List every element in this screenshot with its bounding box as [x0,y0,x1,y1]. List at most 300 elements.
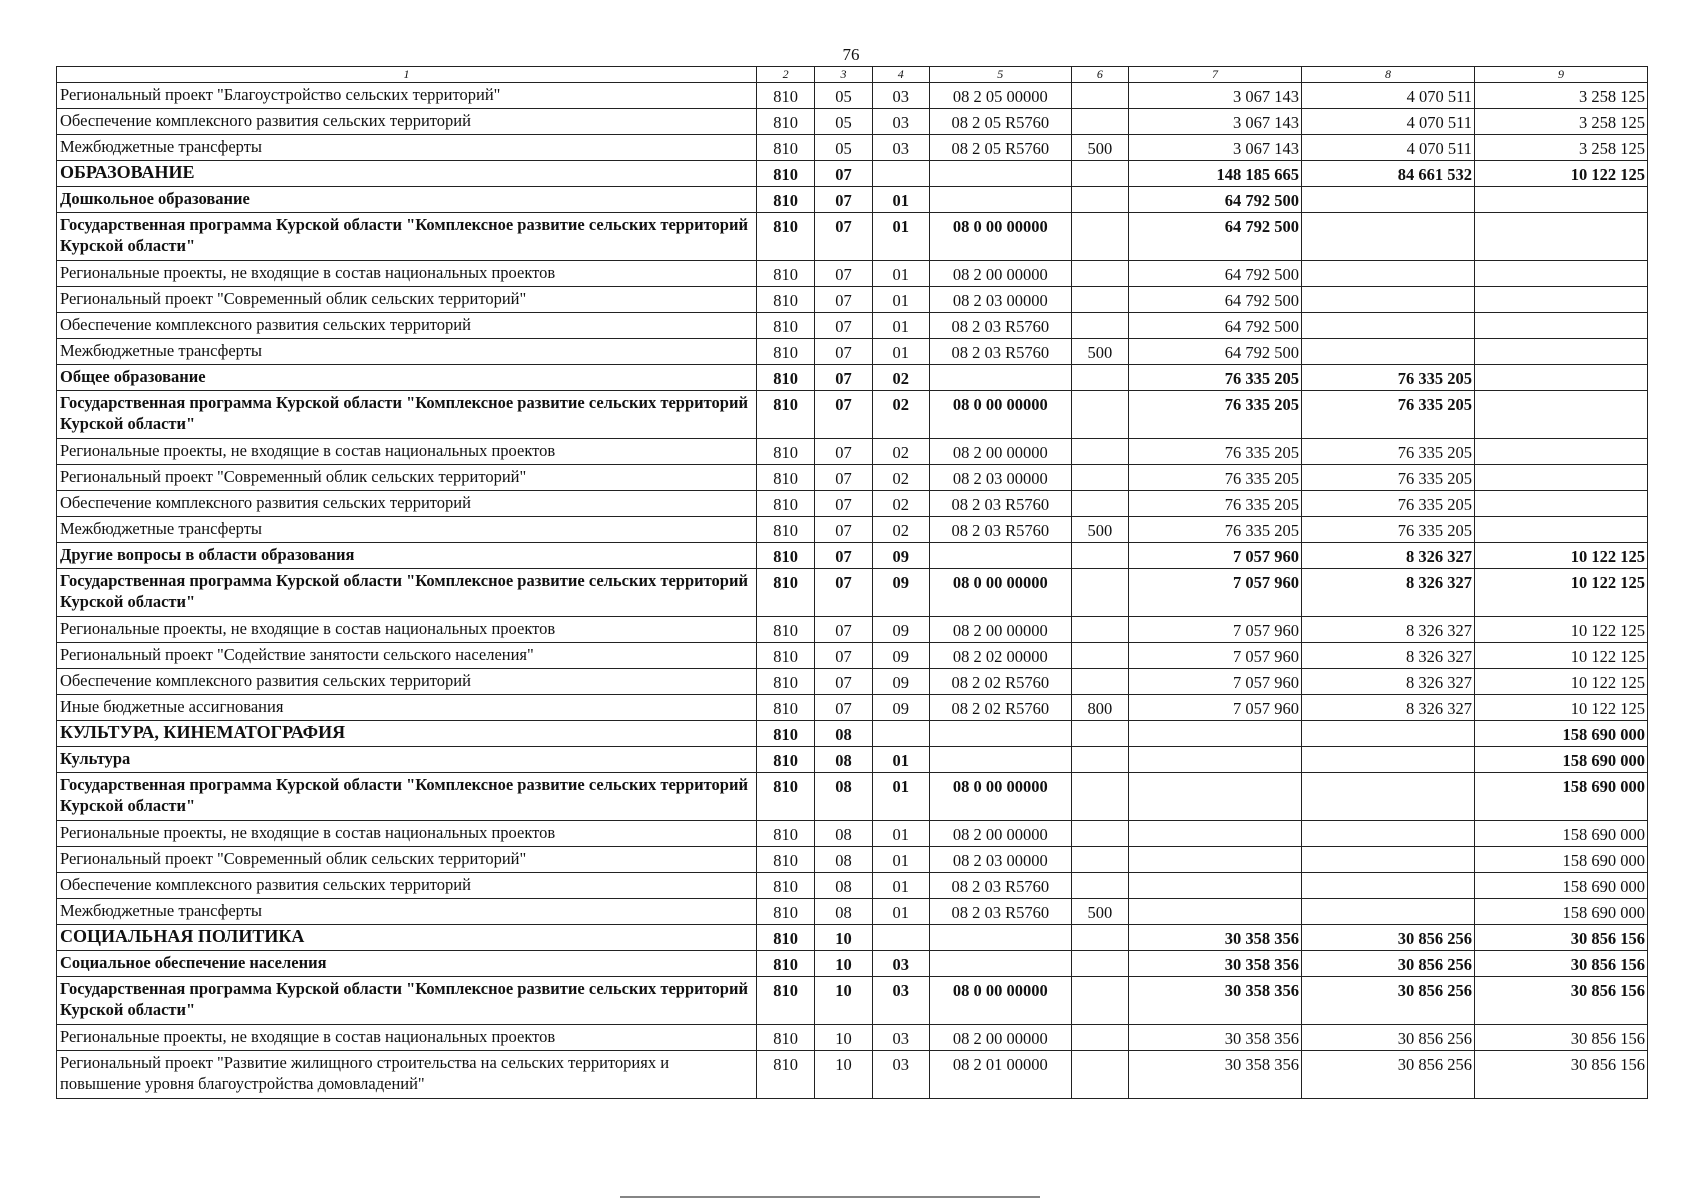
amount-col9-cell: 10 122 125 [1474,669,1647,695]
row-name-cell: Культура [57,747,757,773]
column-number: 3 [815,67,872,83]
amount-col9-cell: 158 690 000 [1474,747,1647,773]
ministry-code-cell: 810 [756,213,814,261]
ministry-code-cell: 810 [756,543,814,569]
target-article-cell: 08 0 00 00000 [929,213,1071,261]
amount-col9-cell: 3 258 125 [1474,83,1647,109]
amount-col8-cell: 76 335 205 [1301,439,1474,465]
ministry-code-cell: 810 [756,747,814,773]
subsection-code-cell: 02 [872,517,929,543]
column-number: 2 [756,67,814,83]
table-row [57,721,1648,747]
ministry-code-cell: 810 [756,491,814,517]
table-row [57,313,1648,339]
target-article-cell: 08 2 03 R5760 [929,873,1071,899]
section-code-cell: 05 [815,109,872,135]
table-row [57,821,1648,847]
amount-col8-cell: 30 856 256 [1301,951,1474,977]
table-row [57,1051,1648,1099]
column-number: 5 [929,67,1071,83]
amount-col8-cell [1301,873,1474,899]
table-row [57,161,1648,187]
subsection-code-cell: 01 [872,773,929,821]
subsection-code-cell: 01 [872,847,929,873]
row-name-cell: Общее образование [57,365,757,391]
amount-col9-cell [1474,313,1647,339]
amount-col7-cell: 76 335 205 [1129,365,1302,391]
amount-col7-cell: 3 067 143 [1129,83,1302,109]
row-name-cell: Иные бюджетные ассигнования [57,695,757,721]
expense-type-cell [1071,643,1128,669]
amount-col7-cell: 64 792 500 [1129,213,1302,261]
column-number: 7 [1129,67,1302,83]
ministry-code-cell: 810 [756,339,814,365]
column-number: 8 [1301,67,1474,83]
ministry-code-cell: 810 [756,951,814,977]
amount-col7-cell: 76 335 205 [1129,465,1302,491]
amount-col8-cell: 4 070 511 [1301,83,1474,109]
table-row [57,977,1648,1025]
amount-col8-cell [1301,313,1474,339]
amount-col7-cell: 64 792 500 [1129,187,1302,213]
column-number: 1 [57,67,757,83]
amount-col9-cell [1474,391,1647,439]
section-code-cell: 07 [815,313,872,339]
section-code-cell: 08 [815,821,872,847]
ministry-code-cell: 810 [756,643,814,669]
ministry-code-cell: 810 [756,1025,814,1051]
section-code-cell: 07 [815,617,872,643]
expense-type-cell: 500 [1071,517,1128,543]
target-article-cell: 08 2 00 00000 [929,439,1071,465]
section-code-cell: 10 [815,951,872,977]
ministry-code-cell: 810 [756,313,814,339]
amount-col8-cell [1301,747,1474,773]
amount-col8-cell [1301,773,1474,821]
subsection-code-cell: 01 [872,313,929,339]
table-row [57,773,1648,821]
amount-col9-cell: 30 856 156 [1474,977,1647,1025]
row-name-cell: Региональный проект "Развитие жилищного строительства на сельских территориях и повышение уровня благоустройства домовладений" [57,1051,757,1099]
amount-col8-cell [1301,287,1474,313]
target-article-cell [929,747,1071,773]
section-code-cell: 07 [815,543,872,569]
amount-col8-cell [1301,339,1474,365]
row-name-cell: Региональные проекты, не входящие в состав национальных проектов [57,821,757,847]
row-name-cell: Региональные проекты, не входящие в состав национальных проектов [57,261,757,287]
table-row [57,391,1648,439]
table-row [57,669,1648,695]
target-article-cell: 08 2 02 R5760 [929,695,1071,721]
amount-col8-cell: 30 856 256 [1301,925,1474,951]
amount-col9-cell [1474,465,1647,491]
expense-type-cell [1071,977,1128,1025]
section-code-cell: 07 [815,161,872,187]
row-name-cell: Государственная программа Курской области "Комплексное развитие сельских территорий Курской области" [57,391,757,439]
table-row [57,339,1648,365]
amount-col8-cell [1301,187,1474,213]
expense-type-cell [1071,1051,1128,1099]
amount-col9-cell: 158 690 000 [1474,721,1647,747]
table-row [57,925,1648,951]
column-number: 9 [1474,67,1647,83]
row-name-cell: Социальное обеспечение населения [57,951,757,977]
amount-col9-cell: 10 122 125 [1474,569,1647,617]
ministry-code-cell: 810 [756,187,814,213]
row-name-cell: Обеспечение комплексного развития сельских территорий [57,491,757,517]
subsection-code-cell: 09 [872,695,929,721]
amount-col7-cell [1129,747,1302,773]
ministry-code-cell: 810 [756,773,814,821]
row-name-cell: Региональные проекты, не входящие в состав национальных проектов [57,617,757,643]
amount-col8-cell: 4 070 511 [1301,135,1474,161]
amount-col9-cell: 30 856 156 [1474,951,1647,977]
amount-col9-cell [1474,187,1647,213]
row-name-cell: Межбюджетные трансферты [57,339,757,365]
ministry-code-cell: 810 [756,135,814,161]
amount-col8-cell: 76 335 205 [1301,391,1474,439]
row-name-cell: Региональный проект "Содействие занятости сельского населения" [57,643,757,669]
ministry-code-cell: 810 [756,873,814,899]
section-code-cell: 08 [815,721,872,747]
subsection-code-cell: 03 [872,1025,929,1051]
subsection-code-cell: 09 [872,543,929,569]
expense-type-cell [1071,491,1128,517]
section-code-cell: 07 [815,439,872,465]
row-name-cell: Региональный проект "Благоустройство сельских территорий" [57,83,757,109]
expense-type-cell [1071,391,1128,439]
amount-col8-cell: 84 661 532 [1301,161,1474,187]
target-article-cell: 08 2 03 00000 [929,287,1071,313]
expense-type-cell [1071,721,1128,747]
row-name-cell: СОЦИАЛЬНАЯ ПОЛИТИКА [57,925,757,951]
ministry-code-cell: 810 [756,161,814,187]
ministry-code-cell: 810 [756,569,814,617]
section-code-cell: 08 [815,773,872,821]
target-article-cell: 08 2 01 00000 [929,1051,1071,1099]
table-row [57,951,1648,977]
ministry-code-cell: 810 [756,517,814,543]
amount-col7-cell: 76 335 205 [1129,517,1302,543]
section-code-cell: 08 [815,747,872,773]
subsection-code-cell: 01 [872,873,929,899]
table-row [57,365,1648,391]
section-code-cell: 07 [815,365,872,391]
target-article-cell: 08 2 03 R5760 [929,313,1071,339]
table-row [57,439,1648,465]
table-row [57,569,1648,617]
subsection-code-cell: 03 [872,135,929,161]
subsection-code-cell: 02 [872,391,929,439]
subsection-code-cell: 03 [872,83,929,109]
table-row [57,899,1648,925]
subsection-code-cell: 03 [872,1051,929,1099]
amount-col7-cell: 3 067 143 [1129,109,1302,135]
ministry-code-cell: 810 [756,847,814,873]
section-code-cell: 07 [815,695,872,721]
expense-type-cell [1071,873,1128,899]
expense-type-cell [1071,951,1128,977]
amount-col9-cell: 3 258 125 [1474,109,1647,135]
amount-col7-cell: 30 358 356 [1129,977,1302,1025]
subsection-code-cell: 01 [872,747,929,773]
table-row [57,873,1648,899]
row-name-cell: Региональные проекты, не входящие в состав национальных проектов [57,439,757,465]
table-row [57,135,1648,161]
amount-col7-cell: 64 792 500 [1129,287,1302,313]
target-article-cell: 08 2 03 R5760 [929,517,1071,543]
target-article-cell: 08 2 03 R5760 [929,899,1071,925]
section-code-cell: 08 [815,899,872,925]
table-row [57,109,1648,135]
expense-type-cell [1071,213,1128,261]
table-row [57,213,1648,261]
ministry-code-cell: 810 [756,83,814,109]
subsection-code-cell: 01 [872,339,929,365]
row-name-cell: Обеспечение комплексного развития сельских территорий [57,873,757,899]
subsection-code-cell: 03 [872,977,929,1025]
target-article-cell: 08 0 00 00000 [929,391,1071,439]
amount-col7-cell [1129,773,1302,821]
amount-col8-cell [1301,261,1474,287]
section-code-cell: 07 [815,287,872,313]
subsection-code-cell: 01 [872,821,929,847]
expense-type-cell: 500 [1071,135,1128,161]
target-article-cell [929,951,1071,977]
expense-type-cell [1071,617,1128,643]
section-code-cell: 10 [815,977,872,1025]
amount-col7-cell: 64 792 500 [1129,339,1302,365]
amount-col7-cell: 30 358 356 [1129,925,1302,951]
amount-col7-cell: 76 335 205 [1129,391,1302,439]
expense-type-cell [1071,83,1128,109]
expense-type-cell [1071,747,1128,773]
row-name-cell: Дошкольное образование [57,187,757,213]
section-code-cell: 07 [815,569,872,617]
amount-col9-cell: 30 856 156 [1474,1051,1647,1099]
row-name-cell: КУЛЬТУРА, КИНЕМАТОГРАФИЯ [57,721,757,747]
table-row [57,747,1648,773]
target-article-cell [929,161,1071,187]
target-article-cell: 08 2 02 R5760 [929,669,1071,695]
expense-type-cell: 500 [1071,899,1128,925]
row-name-cell: Государственная программа Курской области "Комплексное развитие сельских территорий Курской области" [57,773,757,821]
section-code-cell: 07 [815,669,872,695]
table-row [57,1025,1648,1051]
expense-type-cell [1071,773,1128,821]
expense-type-cell [1071,287,1128,313]
target-article-cell: 08 2 00 00000 [929,1025,1071,1051]
subsection-code-cell: 09 [872,617,929,643]
amount-col9-cell [1474,287,1647,313]
ministry-code-cell: 810 [756,925,814,951]
amount-col7-cell: 7 057 960 [1129,569,1302,617]
subsection-code-cell: 02 [872,491,929,517]
subsection-code-cell: 03 [872,951,929,977]
subsection-code-cell: 02 [872,439,929,465]
row-name-cell: Государственная программа Курской области "Комплексное развитие сельских территорий Курской области" [57,213,757,261]
subsection-code-cell: 03 [872,109,929,135]
amount-col7-cell [1129,821,1302,847]
table-row [57,261,1648,287]
subsection-code-cell: 02 [872,465,929,491]
expense-type-cell [1071,569,1128,617]
amount-col7-cell: 7 057 960 [1129,669,1302,695]
row-name-cell: Региональный проект "Современный облик сельских территорий" [57,287,757,313]
column-number: 4 [872,67,929,83]
table-row [57,517,1648,543]
amount-col7-cell [1129,721,1302,747]
amount-col7-cell: 30 358 356 [1129,1051,1302,1099]
section-code-cell: 07 [815,187,872,213]
amount-col7-cell: 7 057 960 [1129,617,1302,643]
amount-col7-cell: 7 057 960 [1129,543,1302,569]
amount-col9-cell: 10 122 125 [1474,695,1647,721]
amount-col8-cell [1301,721,1474,747]
target-article-cell: 08 2 05 00000 [929,83,1071,109]
amount-col8-cell: 30 856 256 [1301,1025,1474,1051]
ministry-code-cell: 810 [756,365,814,391]
amount-col8-cell: 8 326 327 [1301,643,1474,669]
amount-col9-cell: 158 690 000 [1474,873,1647,899]
row-name-cell: Межбюджетные трансферты [57,517,757,543]
ministry-code-cell: 810 [756,669,814,695]
subsection-code-cell: 02 [872,365,929,391]
table-row [57,465,1648,491]
column-number: 6 [1071,67,1128,83]
subsection-code-cell: 01 [872,899,929,925]
target-article-cell: 08 2 00 00000 [929,617,1071,643]
subsection-code-cell: 01 [872,261,929,287]
section-code-cell: 07 [815,213,872,261]
subsection-code-cell: 09 [872,569,929,617]
amount-col9-cell [1474,213,1647,261]
section-code-cell: 08 [815,847,872,873]
amount-col8-cell: 8 326 327 [1301,669,1474,695]
table-row [57,543,1648,569]
target-article-cell [929,925,1071,951]
ministry-code-cell: 810 [756,287,814,313]
target-article-cell: 08 2 03 00000 [929,465,1071,491]
amount-col7-cell: 7 057 960 [1129,695,1302,721]
subsection-code-cell: 09 [872,669,929,695]
amount-col9-cell [1474,491,1647,517]
table-row [57,695,1648,721]
row-name-cell: Государственная программа Курской области "Комплексное развитие сельских территорий Курской области" [57,977,757,1025]
target-article-cell: 08 2 05 R5760 [929,109,1071,135]
section-code-cell: 08 [815,873,872,899]
amount-col7-cell: 76 335 205 [1129,439,1302,465]
row-name-cell: Другие вопросы в области образования [57,543,757,569]
expense-type-cell [1071,821,1128,847]
target-article-cell: 08 2 05 R5760 [929,135,1071,161]
row-name-cell: Обеспечение комплексного развития сельских территорий [57,669,757,695]
subsection-code-cell: 01 [872,187,929,213]
expense-type-cell [1071,365,1128,391]
expense-type-cell: 500 [1071,339,1128,365]
amount-col7-cell: 148 185 665 [1129,161,1302,187]
amount-col7-cell: 30 358 356 [1129,1025,1302,1051]
amount-col8-cell: 4 070 511 [1301,109,1474,135]
amount-col9-cell: 30 856 156 [1474,1025,1647,1051]
budget-table [56,66,1648,1099]
scan-edge-line [620,1196,1040,1198]
amount-col7-cell [1129,899,1302,925]
amount-col8-cell [1301,821,1474,847]
section-code-cell: 05 [815,135,872,161]
target-article-cell: 08 2 03 R5760 [929,491,1071,517]
table-row [57,643,1648,669]
amount-col9-cell: 158 690 000 [1474,821,1647,847]
amount-col8-cell: 8 326 327 [1301,695,1474,721]
amount-col8-cell [1301,213,1474,261]
subsection-code-cell [872,925,929,951]
target-article-cell: 08 2 00 00000 [929,261,1071,287]
ministry-code-cell: 810 [756,261,814,287]
section-code-cell: 07 [815,643,872,669]
section-code-cell: 07 [815,465,872,491]
ministry-code-cell: 810 [756,1051,814,1099]
amount-col9-cell: 3 258 125 [1474,135,1647,161]
amount-col9-cell: 158 690 000 [1474,847,1647,873]
amount-col7-cell [1129,847,1302,873]
row-name-cell: Межбюджетные трансферты [57,135,757,161]
amount-col9-cell [1474,365,1647,391]
amount-col9-cell: 30 856 156 [1474,925,1647,951]
amount-col8-cell: 30 856 256 [1301,977,1474,1025]
amount-col9-cell: 10 122 125 [1474,643,1647,669]
target-article-cell: 08 2 03 R5760 [929,339,1071,365]
ministry-code-cell: 810 [756,899,814,925]
expense-type-cell [1071,847,1128,873]
amount-col8-cell: 8 326 327 [1301,617,1474,643]
ministry-code-cell: 810 [756,617,814,643]
section-code-cell: 10 [815,925,872,951]
target-article-cell: 08 2 03 00000 [929,847,1071,873]
amount-col7-cell [1129,873,1302,899]
expense-type-cell: 800 [1071,695,1128,721]
table-row [57,287,1648,313]
table-row [57,617,1648,643]
ministry-code-cell: 810 [756,977,814,1025]
section-code-cell: 07 [815,491,872,517]
amount-col7-cell: 64 792 500 [1129,313,1302,339]
expense-type-cell [1071,1025,1128,1051]
amount-col8-cell: 76 335 205 [1301,365,1474,391]
target-article-cell [929,721,1071,747]
amount-col8-cell: 76 335 205 [1301,465,1474,491]
column-number-row [57,67,1648,83]
row-name-cell: Обеспечение комплексного развития сельских территорий [57,313,757,339]
subsection-code-cell: 01 [872,213,929,261]
expense-type-cell [1071,925,1128,951]
table-row [57,847,1648,873]
subsection-code-cell [872,161,929,187]
amount-col7-cell: 3 067 143 [1129,135,1302,161]
row-name-cell: Региональные проекты, не входящие в состав национальных проектов [57,1025,757,1051]
subsection-code-cell: 01 [872,287,929,313]
amount-col7-cell: 7 057 960 [1129,643,1302,669]
amount-col8-cell: 8 326 327 [1301,569,1474,617]
table-body [57,83,1648,1099]
amount-col9-cell [1474,339,1647,365]
target-article-cell [929,543,1071,569]
expense-type-cell [1071,313,1128,339]
table-row [57,491,1648,517]
ministry-code-cell: 810 [756,439,814,465]
section-code-cell: 10 [815,1025,872,1051]
page-number: 76 [842,45,860,64]
